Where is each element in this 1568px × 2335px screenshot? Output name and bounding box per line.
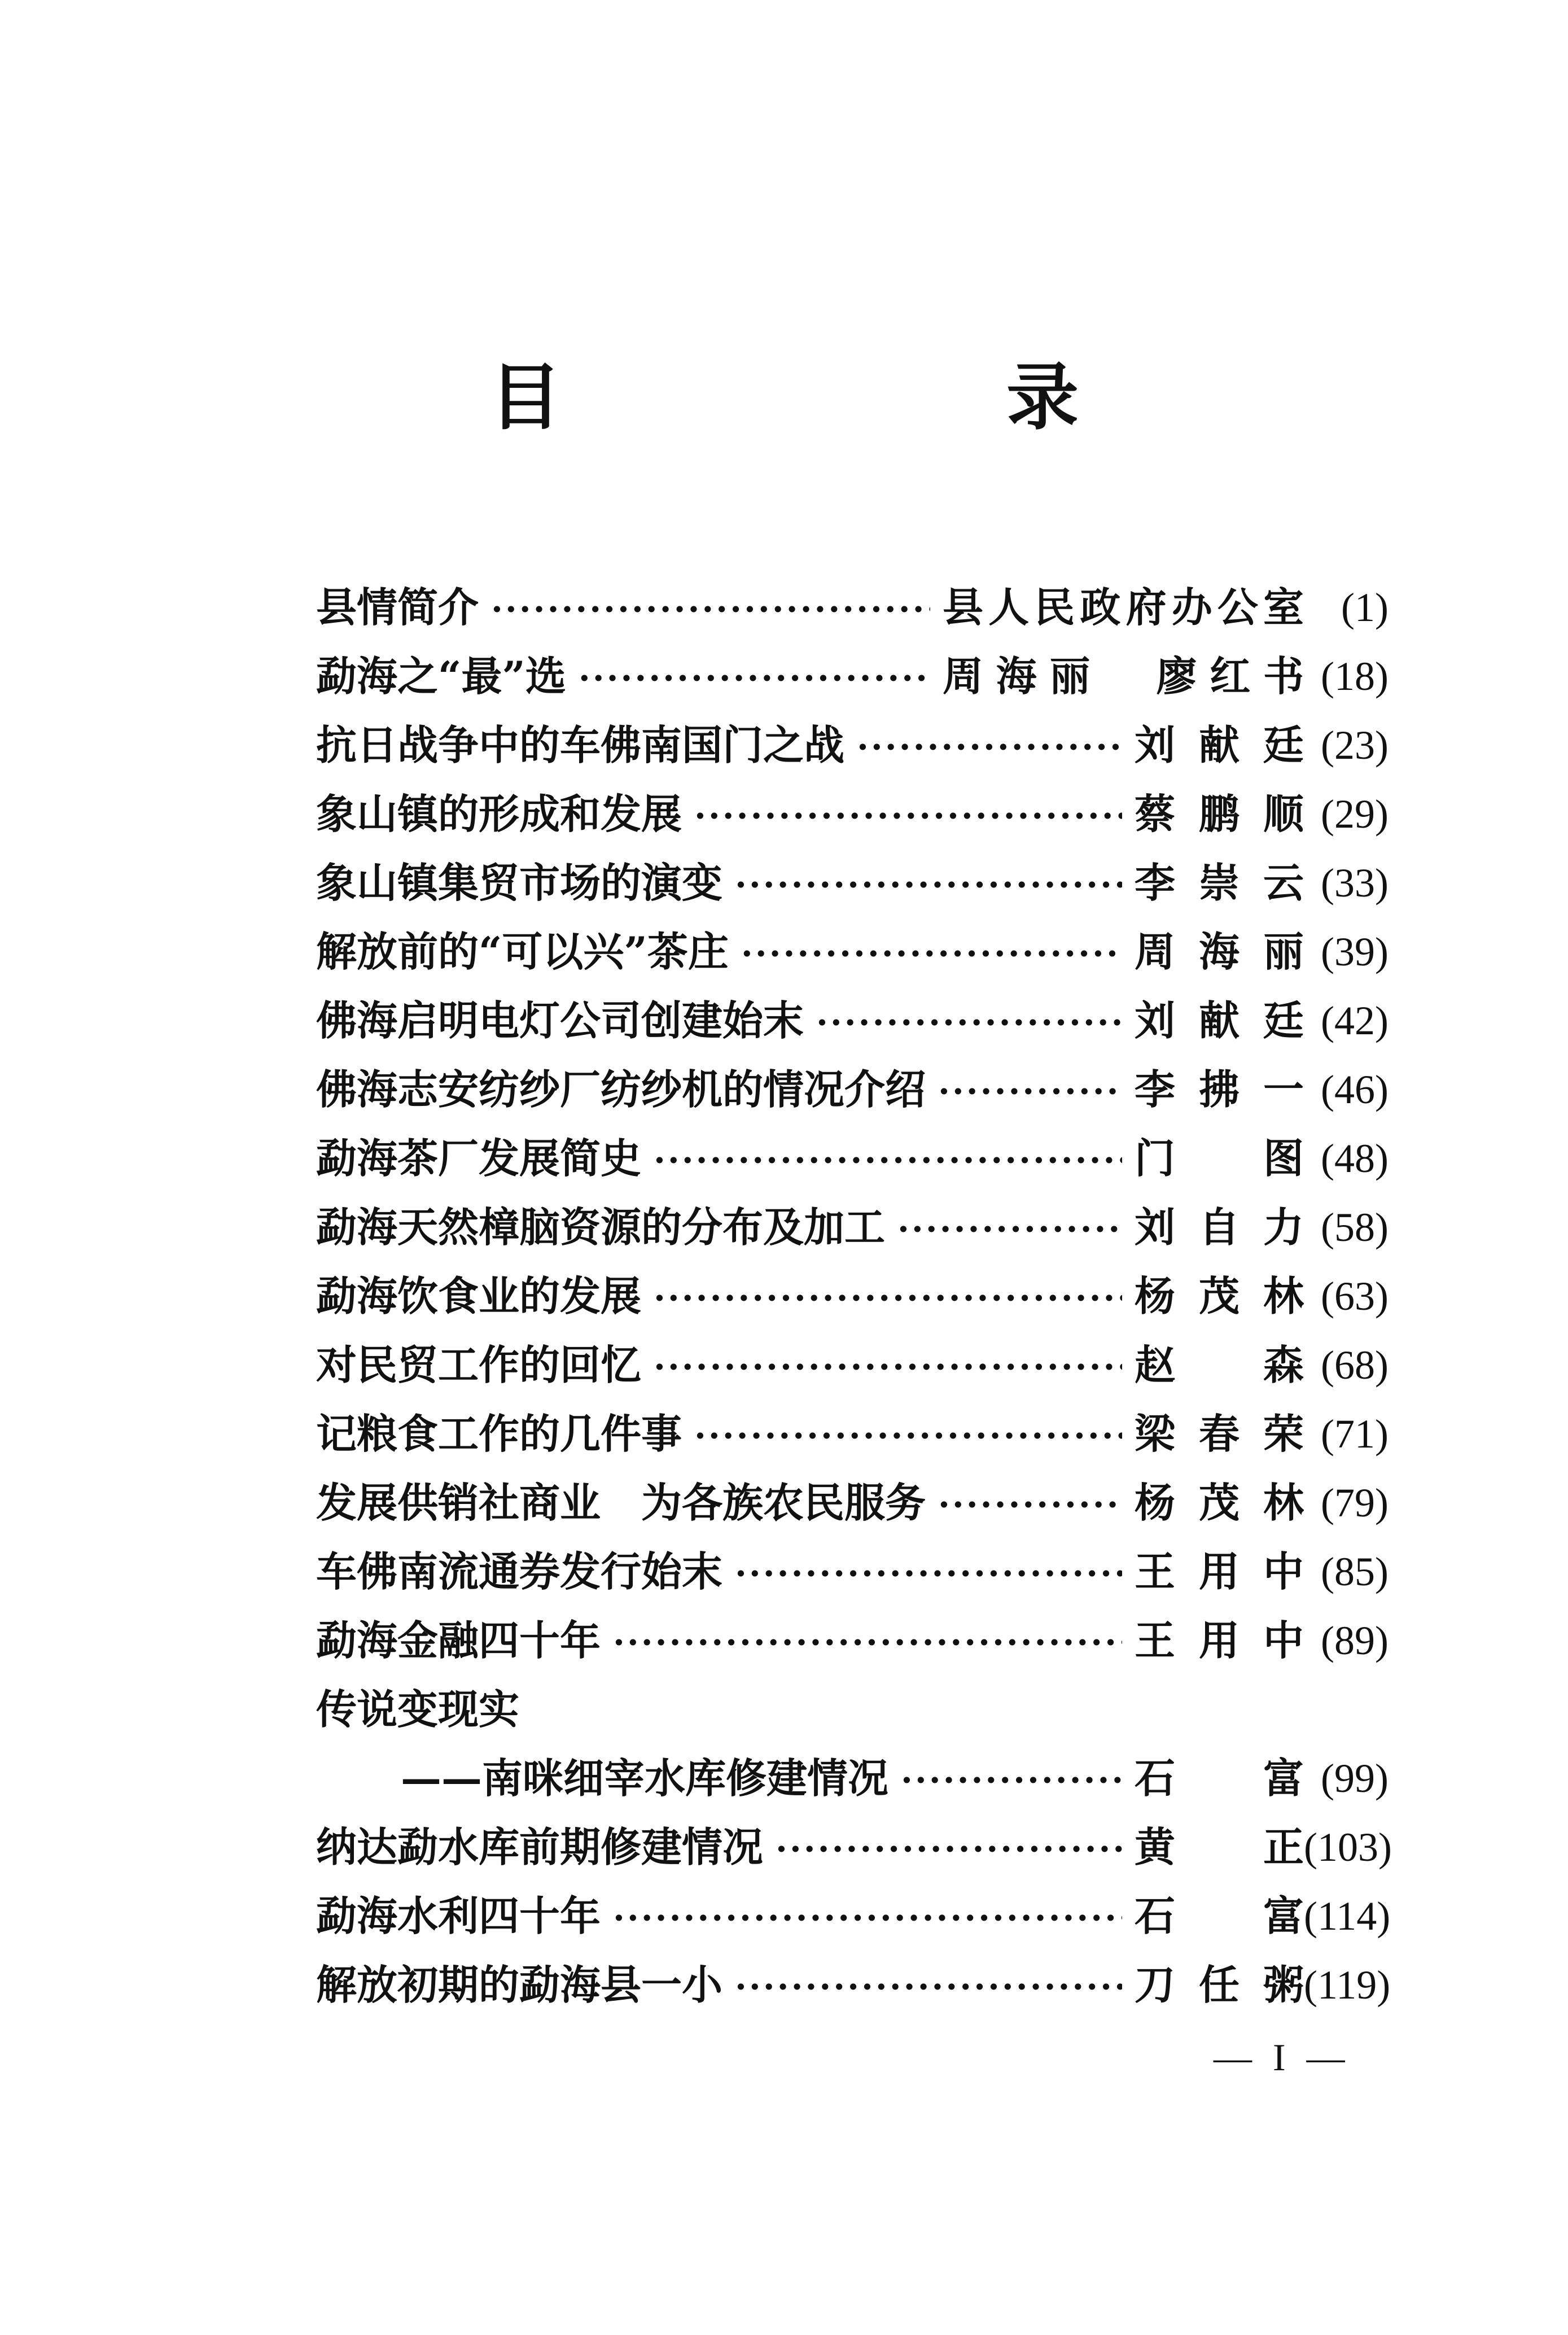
toc-entry-page: (114) bbox=[1304, 1894, 1391, 1939]
toc-entry-author: 王用中 bbox=[1135, 1616, 1304, 1664]
toc-entry bbox=[316, 917, 1389, 986]
toc-entry-title: 勐海天然樟脑资源的分布及加工 bbox=[316, 1203, 886, 1251]
toc-entry-title: 解放初期的勐海县一小 bbox=[316, 1961, 723, 2009]
dot-leader bbox=[654, 1138, 1122, 1179]
toc-entry-author: 蔡鹏顺 bbox=[1135, 790, 1304, 838]
dot-leader bbox=[897, 1207, 1122, 1248]
toc-entry-author: 门 图 bbox=[1135, 1134, 1304, 1182]
toc-entry-title: 解放前的“可以兴”茶庄 bbox=[316, 928, 729, 976]
toc-entry bbox=[316, 1813, 1392, 1882]
toc-entry bbox=[316, 1193, 1389, 1262]
toc-entry bbox=[316, 1055, 1389, 1124]
toc-entry bbox=[316, 573, 1389, 642]
dot-leader bbox=[613, 1620, 1122, 1661]
toc-entry-page: (58) bbox=[1321, 1205, 1389, 1250]
toc-entry bbox=[316, 642, 1389, 711]
toc-entry bbox=[316, 1400, 1389, 1468]
toc-entry bbox=[316, 1331, 1389, 1400]
toc-entry-title: 对民贸工作的回忆 bbox=[316, 1341, 642, 1389]
toc-entry-page: (46) bbox=[1321, 1067, 1389, 1112]
toc-entry-author: 周海丽 bbox=[1135, 928, 1304, 976]
toc-entry-page: (1) bbox=[1341, 585, 1389, 630]
dot-leader bbox=[901, 1758, 1122, 1799]
dot-leader bbox=[654, 1345, 1122, 1385]
toc-entry-title: 勐海饮食业的发展 bbox=[316, 1272, 642, 1320]
toc-entry-page: (23) bbox=[1321, 723, 1389, 768]
toc-entry-author: 刘献廷 bbox=[1135, 721, 1304, 769]
toc-entry bbox=[316, 1882, 1389, 1951]
toc-entry-title: 勐海金融四十年 bbox=[316, 1616, 601, 1664]
toc-entry-title: 记粮食工作的几件事 bbox=[316, 1410, 682, 1458]
dot-leader bbox=[613, 1896, 1122, 1936]
toc-entry-title: 象山镇的形成和发展 bbox=[316, 790, 682, 838]
toc-entry-title: 勐海之“最”选 bbox=[316, 652, 566, 700]
toc-entry-page: (103) bbox=[1304, 1825, 1392, 1870]
toc-entry-author: 黄 正 bbox=[1135, 1823, 1304, 1871]
toc-entry bbox=[316, 1744, 1389, 1813]
toc-entry bbox=[316, 1951, 1389, 2019]
toc-entry-page: (85) bbox=[1321, 1549, 1389, 1594]
toc-entry-page: (39) bbox=[1321, 929, 1389, 974]
toc-entry-author: 石 富 bbox=[1135, 1754, 1304, 1802]
toc-entry-author: 刘献廷 bbox=[1135, 996, 1304, 1044]
toc-entry-subtitle: ——南咪细宰水库修建情况 bbox=[401, 1754, 889, 1802]
toc-entry bbox=[316, 1537, 1389, 1606]
toc-entry-author: 李拂一 bbox=[1135, 1065, 1304, 1113]
toc-entry-title: 传说变现实 bbox=[316, 1685, 520, 1733]
dot-leader bbox=[776, 1827, 1122, 1868]
toc-entry-page: (42) bbox=[1321, 998, 1389, 1043]
toc-entry-page: (119) bbox=[1304, 1962, 1391, 2008]
dot-leader bbox=[491, 587, 930, 628]
toc-entry-page: (89) bbox=[1321, 1618, 1389, 1663]
toc-entry-author: 王用中 bbox=[1135, 1547, 1304, 1595]
dot-leader bbox=[735, 1965, 1122, 2005]
toc-entry-title: 车佛南流通券发行始末 bbox=[316, 1547, 723, 1595]
toc-entry-author: 周海丽 廖红书 bbox=[943, 652, 1304, 700]
toc-entry bbox=[316, 1468, 1389, 1537]
toc-entry-title: 勐海茶厂发展简史 bbox=[316, 1134, 642, 1182]
toc-entry-title: 县情简介 bbox=[316, 583, 479, 631]
toc-entry-page: (29) bbox=[1321, 792, 1389, 837]
toc-entry bbox=[316, 711, 1389, 780]
dot-leader bbox=[579, 656, 930, 697]
toc-entry-title: 纳达勐水库前期修建情况 bbox=[316, 1823, 764, 1871]
toc-entry-page: (48) bbox=[1321, 1136, 1389, 1181]
toc-entry-page: (71) bbox=[1321, 1411, 1389, 1457]
toc-entry-title: 佛海启明电灯公司创建始末 bbox=[316, 996, 804, 1044]
toc-entry-author: 赵 森 bbox=[1135, 1341, 1304, 1389]
toc-entry-page: (68) bbox=[1321, 1343, 1389, 1388]
toc-entry bbox=[316, 986, 1389, 1055]
toc-entry bbox=[316, 1606, 1389, 1675]
toc-entry-author: 石 富 bbox=[1135, 1892, 1304, 1940]
toc-entry-page: (33) bbox=[1321, 860, 1389, 906]
dot-leader bbox=[816, 1000, 1122, 1041]
table-of-contents bbox=[316, 573, 1392, 2019]
toc-entry-author: 刘自力 bbox=[1135, 1203, 1304, 1251]
toc-entry bbox=[316, 1124, 1389, 1193]
toc-entry-author: 杨茂林 bbox=[1135, 1272, 1304, 1320]
dot-leader bbox=[938, 1483, 1122, 1523]
dot-leader bbox=[654, 1276, 1122, 1317]
dot-leader bbox=[857, 725, 1122, 766]
toc-entry-title: 发展供销社商业 为各族农民服务 bbox=[316, 1479, 926, 1527]
page-number: — I — bbox=[1214, 2036, 1351, 2079]
page-title: 目 录 bbox=[489, 355, 1265, 440]
toc-entry bbox=[316, 1262, 1389, 1331]
dot-leader bbox=[735, 1551, 1122, 1592]
dot-leader bbox=[735, 863, 1122, 903]
toc-entry-author: 梁春荣 bbox=[1135, 1410, 1304, 1458]
toc-entry bbox=[316, 780, 1389, 849]
dot-leader bbox=[938, 1069, 1122, 1110]
dot-leader bbox=[694, 1414, 1122, 1454]
toc-entry-author: 李崇云 bbox=[1135, 859, 1304, 907]
toc-entry bbox=[316, 849, 1389, 917]
dot-leader bbox=[741, 932, 1122, 972]
dot-leader bbox=[694, 794, 1122, 834]
toc-entry-page: (63) bbox=[1321, 1274, 1389, 1319]
toc-entry-page: (99) bbox=[1321, 1756, 1389, 1801]
toc-entry-heading bbox=[316, 1675, 1389, 1744]
toc-entry-title: 抗日战争中的车佛南国门之战 bbox=[316, 721, 845, 769]
toc-entry-page: (18) bbox=[1321, 654, 1389, 699]
toc-entry-title: 佛海志安纺纱厂纺纱机的情况介绍 bbox=[316, 1065, 926, 1113]
toc-entry-title: 勐海水利四十年 bbox=[316, 1892, 601, 1940]
toc-entry-page: (79) bbox=[1321, 1480, 1389, 1525]
toc-entry-title: 象山镇集贸市场的演变 bbox=[316, 859, 723, 907]
toc-entry-author: 杨茂林 bbox=[1135, 1479, 1304, 1527]
toc-entry-author: 县人民政府办公室 bbox=[943, 583, 1304, 631]
toc-entry-author: 刀任粥 bbox=[1135, 1961, 1304, 2009]
